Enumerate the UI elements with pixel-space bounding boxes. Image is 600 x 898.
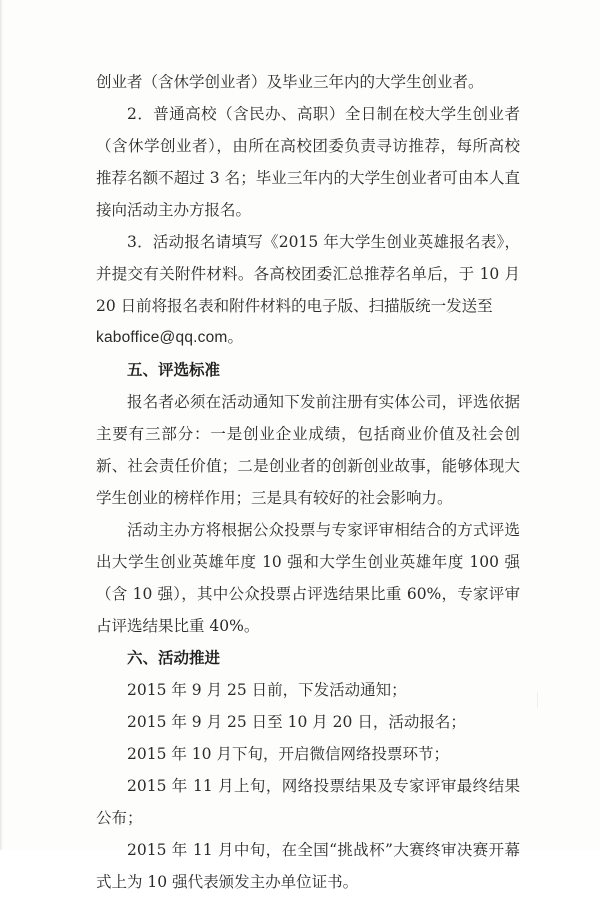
document-body (96, 66, 520, 898)
schedule-item-1: 2015 年 9 月 25 日前，下发活动通知； (127, 681, 407, 699)
schedule-item-5: 2015 年 11 月中旬，在全国“挑战杯”大赛终审决赛开幕式上为 10 强代表颁发主办单位证书。 (96, 841, 520, 891)
schedule-item-2: 2015 年 9 月 25 日至 10 月 20 日，活动报名； (127, 713, 466, 731)
paragraph-continuation: 创业者（含休学创业者）及毕业三年内的大学生创业者。 (96, 73, 484, 91)
contact-email: kaboffice@qq.com。 (96, 329, 244, 346)
schedule-item-3: 2015 年 10 月下旬，开启微信网络投票环节； (127, 745, 449, 763)
scan-edge-shadow (0, 0, 3, 850)
section-heading-criteria: 五、评选标准 (127, 361, 221, 379)
scan-artifact-mark (537, 692, 548, 708)
schedule-item-4: 2015 年 11 月上旬，网络投票结果及专家评审最终结果公布； (96, 777, 520, 827)
paragraph-item-3: 3．活动报名请填写《2015 年大学生创业英雄报名表》，并提交有关附件材料。各高校团委汇总推荐名单后，于 10 月 20 日前将报名表和附件材料的电子版、扫描版统一发送至 (96, 233, 520, 315)
criteria-paragraph-2: 活动主办方将根据公众投票与专家评审相结合的方式评选出大学生创业英雄年度 10 强和大学生创业英雄年度 100 强（含 10 强），其中公众投票占评选结果比重 60%，专家评审占评选结果比重 40%。 (96, 521, 520, 635)
paragraph-item-2: 2．普通高校（含民办、高职）全日制在校大学生创业者（含休学创业者），由所在高校团委负责寻访推荐，每所高校推荐名额不超过 3 名；毕业三年内的大学生创业者可由本人直接向活动主办方报名。 (96, 105, 520, 219)
criteria-paragraph-1: 报名者必须在活动通知下发前注册有实体公司，评选依据主要有三部分：一是创业企业成绩，包括商业价值及社会创新、社会责任价值；二是创业者的创新创业故事，能够体现大学生创业的榜样作用；三是具有较好的社会影响力。 (96, 393, 520, 507)
section-heading-schedule: 六、活动推进 (127, 649, 221, 667)
